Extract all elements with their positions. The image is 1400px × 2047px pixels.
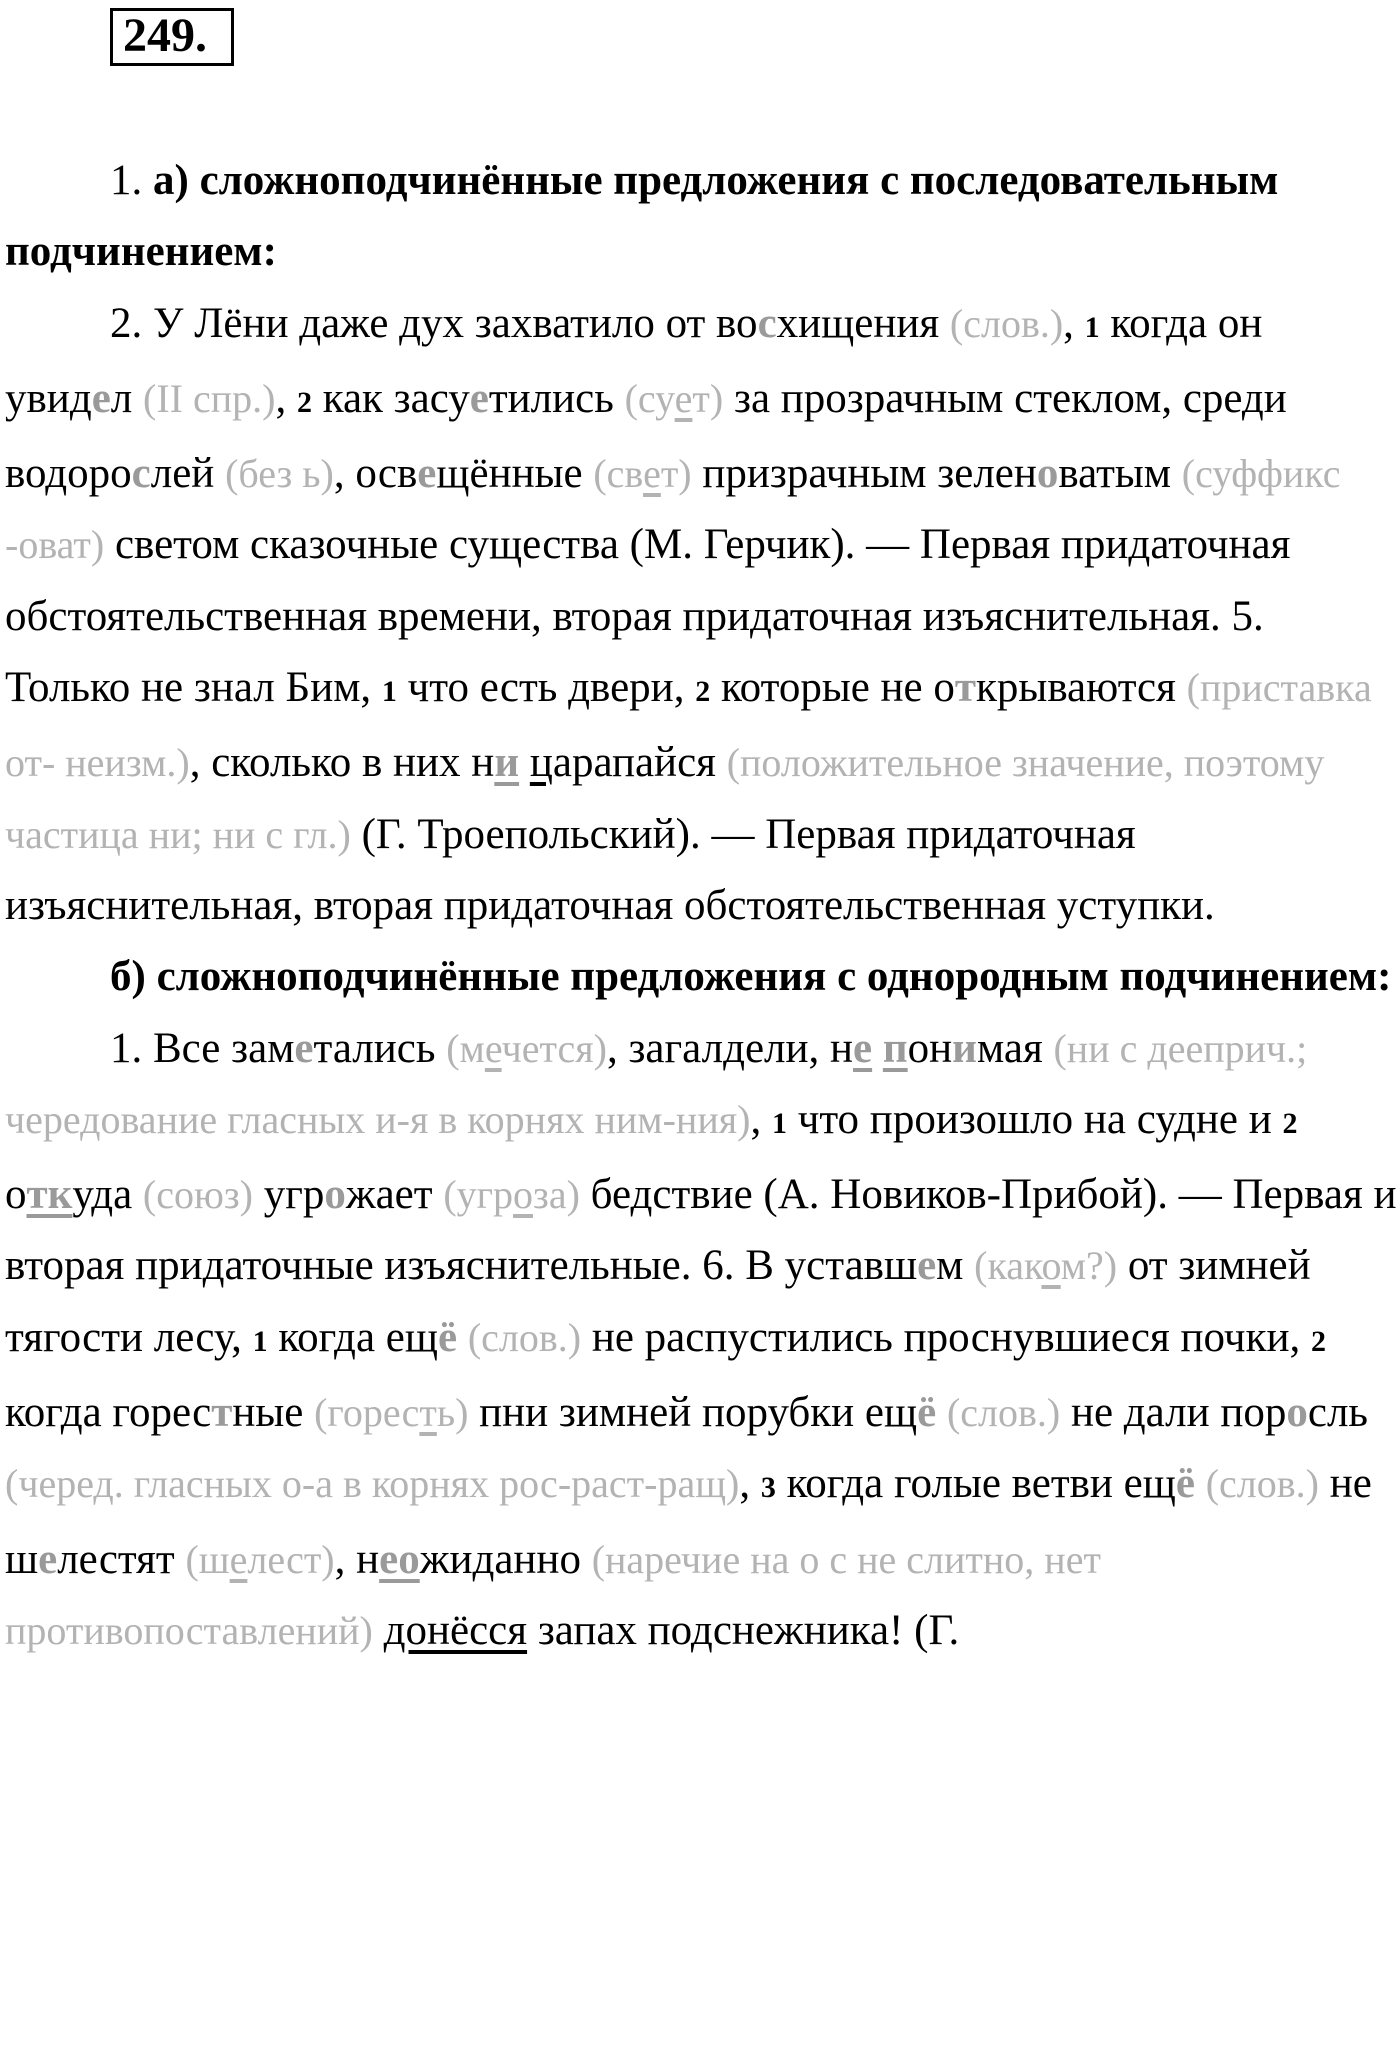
text-span: , xyxy=(1063,299,1085,347)
text-span: , н xyxy=(334,1535,380,1583)
text-span: за прозрачным стеклом, среди водоро xyxy=(5,374,1287,498)
text-span: мая xyxy=(976,1024,1054,1072)
grey-annotation: (горес xyxy=(314,1390,420,1436)
grey-annotation: (наречие на о с не слитно, нет противопоставлений) xyxy=(5,1536,1101,1653)
grey-annotation: (слов.) xyxy=(467,1314,582,1360)
clause-number: 2 xyxy=(296,385,312,419)
clause-number: 2 xyxy=(695,675,711,709)
text-span: сль xyxy=(1307,1389,1369,1437)
text-span: лестят xyxy=(57,1535,186,1583)
text-span: не дали пор xyxy=(1060,1389,1287,1437)
grey-annotation: (черед. гласных о-а в корнях рос-раст-ращ) xyxy=(5,1461,740,1507)
text-span: бедствие (А. Новиков-Прибой). — Первая и вторая придаточные изъяснительные. 6. В уставш xyxy=(5,1171,1397,1290)
grey-annotation: (слов.) xyxy=(946,1390,1061,1436)
text-span: он xyxy=(907,1024,953,1072)
grey-annotation: (суффикс -оват) xyxy=(5,451,1341,568)
grey-annotation: (угр xyxy=(443,1172,514,1218)
clause-number: 2 xyxy=(1282,1106,1298,1140)
text-span: когда ещ xyxy=(267,1313,438,1361)
text-span: светом сказочные существа (М. Герчик). — Первая придаточная обстоятельственная времени, вторая придаточная изъяснительная. 5. Только не знал Бим, xyxy=(5,521,1291,712)
underlined-letter: донёсся xyxy=(383,1606,528,1654)
text-span: когда он увид xyxy=(5,299,1263,422)
text-span: , xyxy=(739,1460,761,1508)
text-span: , загалдели, н xyxy=(606,1024,854,1072)
paragraph xyxy=(5,288,1397,942)
highlighted-letter: с xyxy=(757,299,777,347)
highlighted-letter: е xyxy=(91,374,111,422)
paragraph xyxy=(5,1013,1397,1667)
text-span xyxy=(872,1025,883,1072)
text-span: запах подснежника! (Г. xyxy=(527,1606,960,1654)
grey-annotation: лест) xyxy=(247,1536,335,1582)
text-span: л xyxy=(110,374,144,422)
grey-annotation: (ни с дееприч.; чередование гласных и-я в корнях ним-ния) xyxy=(5,1025,1308,1142)
text-span: ные xyxy=(232,1389,315,1437)
text-span: не ш xyxy=(5,1460,1372,1583)
highlighted-letter: п xyxy=(882,1024,908,1072)
text-span: что произошло на судне и xyxy=(786,1095,1283,1143)
highlighted-letter: тк xyxy=(26,1171,73,1219)
text-span: призрачным зелен xyxy=(691,450,1037,498)
highlighted-letter: е xyxy=(469,374,489,422)
underlined-letter: ц xyxy=(529,739,553,787)
exercise-text xyxy=(5,145,1397,1666)
text-span xyxy=(1195,1460,1206,1507)
highlighted-letter: о xyxy=(1286,1389,1308,1437)
highlighted-letter: ё xyxy=(437,1313,458,1361)
text-span: когда горес xyxy=(5,1389,212,1437)
grey-annotation: за) xyxy=(533,1172,580,1218)
text-span: ватым xyxy=(1058,450,1182,498)
grey-annotation: (ш xyxy=(185,1536,230,1582)
highlighted-letter: ё xyxy=(1175,1460,1195,1508)
highlighted-letter: т xyxy=(211,1389,233,1437)
text-span: когда голые ветви ещ xyxy=(775,1460,1176,1508)
grey-annotation: е xyxy=(674,375,693,421)
text-span: что есть двери, xyxy=(396,664,696,712)
text-span: угр xyxy=(253,1171,325,1219)
text-span: лей xyxy=(150,450,226,498)
text-span: м xyxy=(936,1242,975,1290)
grey-annotation: (II спр.) xyxy=(143,375,276,421)
grey-annotation: е xyxy=(643,451,661,497)
grey-annotation: (м xyxy=(446,1025,485,1071)
text-span: уда xyxy=(72,1171,143,1219)
text-span xyxy=(936,1389,947,1436)
text-span: тились xyxy=(488,374,625,422)
grey-annotation: ь) xyxy=(436,1390,469,1436)
text-span: жиданно xyxy=(419,1535,592,1583)
grey-annotation: м?) xyxy=(1060,1243,1118,1289)
highlighted-letter: е xyxy=(417,450,437,498)
grey-annotation: (су xyxy=(624,375,675,421)
text-span: 1. Все зам xyxy=(110,1024,295,1072)
text-span: 1. xyxy=(110,157,153,204)
text-span xyxy=(457,1314,468,1361)
text-span: 2. У Лёни даже дух захватило от во xyxy=(110,299,758,347)
grey-annotation: (союз) xyxy=(142,1172,253,1218)
text-span: не распустились проснувшиеся почки, xyxy=(581,1313,1311,1361)
highlighted-letter: и xyxy=(952,1024,977,1072)
highlighted-letter: е xyxy=(917,1242,937,1290)
text-span xyxy=(373,1607,384,1654)
highlighted-letter: с xyxy=(131,450,151,498)
highlighted-letter: е xyxy=(38,1535,58,1583)
grey-annotation: (положительное значение, поэтому частица ни; ни с гл.) xyxy=(5,740,1325,857)
text-span: , xyxy=(750,1095,772,1143)
grey-annotation: (как xyxy=(974,1243,1042,1289)
highlighted-letter: т xyxy=(954,664,977,712)
paragraph xyxy=(5,145,1397,288)
grey-annotation: (слов.) xyxy=(949,300,1064,346)
grey-annotation: е xyxy=(229,1536,248,1582)
highlighted-letter: е xyxy=(853,1024,873,1072)
text-span: , сколько в них н xyxy=(189,739,495,787)
exercise-number: 249. xyxy=(110,8,234,66)
highlighted-letter: ё xyxy=(917,1389,937,1437)
text-span: от зимней тягости лесу, xyxy=(5,1242,1311,1361)
clause-number: 2 xyxy=(1310,1324,1326,1358)
text-span: как засу xyxy=(311,374,470,422)
grey-annotation: (слов.) xyxy=(1205,1461,1319,1507)
text-span: которые не о xyxy=(710,664,955,712)
clause-number: 1 xyxy=(1084,310,1100,344)
grey-annotation: о xyxy=(1041,1243,1061,1289)
grey-annotation: (св xyxy=(593,451,644,497)
grey-annotation: т) xyxy=(692,375,724,421)
highlighted-letter: о xyxy=(324,1171,346,1219)
text-span xyxy=(519,739,530,786)
grey-annotation: т xyxy=(419,1390,437,1436)
text-span: пни зимней порубки ещ xyxy=(468,1389,918,1437)
text-span: крываются xyxy=(976,664,1187,712)
bold-heading-text: а) сложноподчинённые предложения с последовательным подчинением: xyxy=(5,157,1279,276)
grey-annotation: (без ь) xyxy=(225,451,334,497)
clause-number: 1 xyxy=(252,1324,268,1358)
text-span: хищения xyxy=(776,299,950,347)
bold-heading-text: б) сложноподчинённые предложения с однородным подчинением: xyxy=(110,953,1392,1001)
grey-annotation: т) xyxy=(660,451,692,497)
text-span: тались xyxy=(313,1024,447,1072)
text-span: щённые xyxy=(436,450,594,498)
clause-number: 1 xyxy=(381,675,397,709)
clause-number: 3 xyxy=(760,1471,776,1505)
text-span: , xyxy=(275,374,297,422)
text-span: жает xyxy=(345,1171,444,1219)
text-span: , осв xyxy=(333,450,418,498)
grey-annotation: (приставка от- неизм.) xyxy=(5,665,1372,786)
text-span: о xyxy=(5,1171,27,1219)
paragraph xyxy=(5,941,1397,1012)
clause-number: 1 xyxy=(771,1106,787,1140)
highlighted-letter: и xyxy=(494,739,520,787)
highlighted-letter: ео xyxy=(379,1535,420,1583)
highlighted-letter: е xyxy=(294,1024,314,1072)
grey-annotation: чется) xyxy=(501,1025,607,1071)
text-span: (Г. Троепольский). — Первая придаточная изъяснительная, вторая придаточная обстоятельственная уступки. xyxy=(5,810,1215,929)
grey-annotation: о xyxy=(513,1172,534,1218)
text-span: арапайся xyxy=(552,739,727,787)
highlighted-letter: о xyxy=(1036,450,1059,498)
grey-annotation: е xyxy=(484,1025,502,1071)
